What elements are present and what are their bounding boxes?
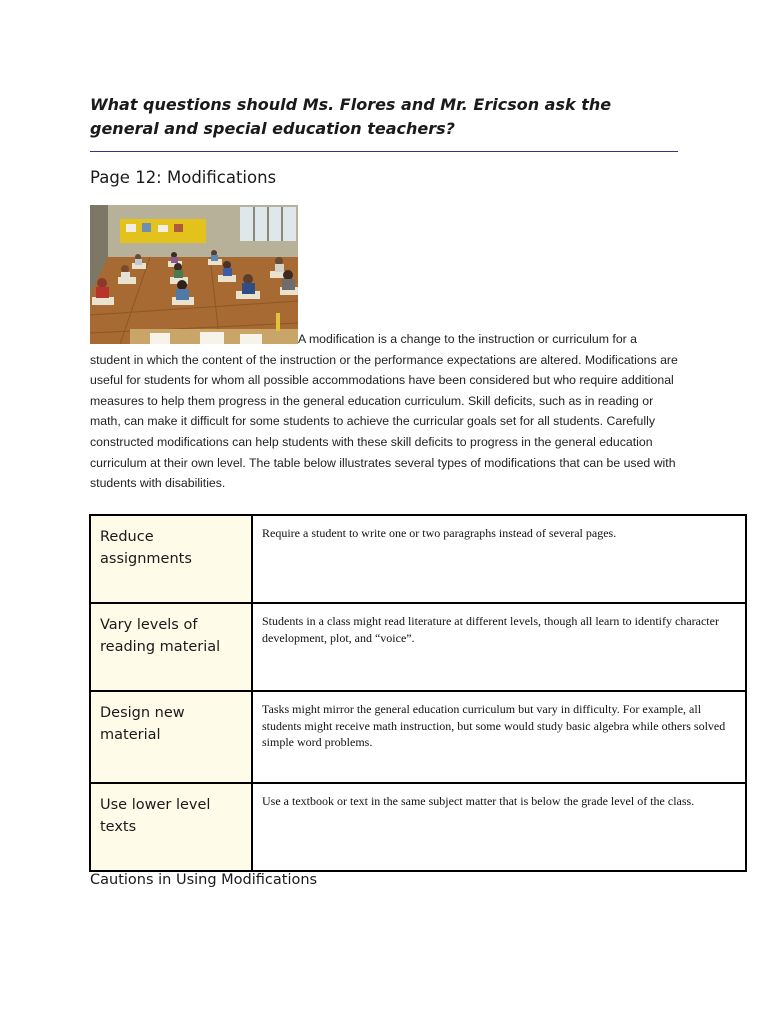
modification-type: Design new material	[90, 691, 252, 783]
modification-description: Students in a class might read literature at different levels, though all learn to identify character development, plot, and “voice”.	[252, 603, 746, 691]
section-title: Page 12: Modifications	[90, 168, 277, 187]
cautions-heading: Cautions in Using Modifications	[90, 872, 318, 888]
table-row	[90, 515, 746, 603]
table-row	[90, 603, 746, 691]
table-row	[90, 783, 746, 871]
modification-type: Vary levels of reading material	[90, 603, 252, 691]
modification-type: Use lower level texts	[90, 783, 252, 871]
intro-paragraph: A modification is a change to the instruction or curriculum for a student in which the content of the instruction or the performance expectations are altered. Modifications are useful for students for whom all possible accommodations have been considered but who require additional measures to help them progress in the general education curriculum. Skill deficits, such as in reading or math, can make it difficult for some students to achieve the curricular goals set for all students. Carefully constructed modifications can help students with these skill deficits to progress in the general education curriculum at their own level. The table below illustrates several types of modifications that can be used with students with disabilities.	[90, 332, 678, 491]
divider-rule	[90, 151, 678, 152]
question-heading: What questions should Ms. Flores and Mr. Ericson ask the general and special education teachers?	[90, 95, 612, 138]
modification-type: Reduce assignments	[90, 515, 252, 603]
classroom-photo	[90, 205, 298, 344]
table-row	[90, 691, 746, 783]
modification-description: Use a textbook or text in the same subject matter that is below the grade level of the class.	[252, 783, 746, 871]
modification-description: Require a student to write one or two paragraphs instead of several pages.	[252, 515, 746, 603]
modifications-table	[89, 514, 747, 872]
modification-description: Tasks might mirror the general education curriculum but vary in difficulty. For example, all students might receive math instruction, but some would study basic algebra while others solved simple word problems.	[252, 691, 746, 783]
